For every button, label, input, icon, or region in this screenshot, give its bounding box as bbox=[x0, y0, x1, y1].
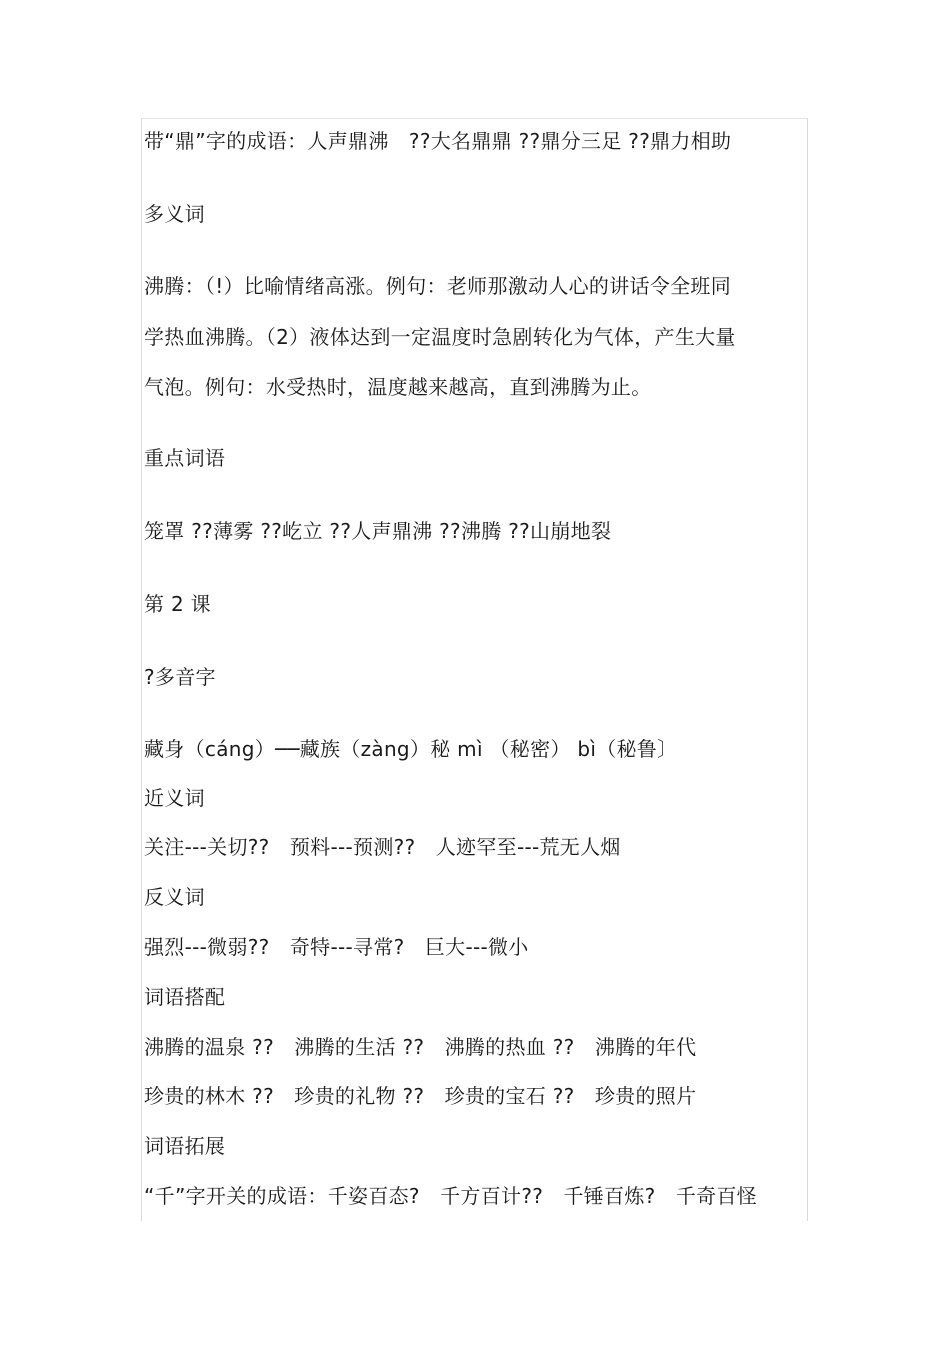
key-words-list: 笼罩 ??薄雾 ??屹立 ??人声鼎沸 ??沸腾 ??山崩地裂 bbox=[144, 519, 612, 543]
collocations-line-2: 珍贵的林木 ?? 珍贵的礼物 ?? 珍贵的宝石 ?? 珍贵的照片 bbox=[144, 1084, 697, 1108]
heading-key-words: 重点词语 bbox=[144, 446, 226, 470]
polysemy-line-1: 沸腾：（!）比喻情绪高涨。例句：老师那激动人心的讲话令全班同 bbox=[144, 274, 732, 298]
collocations-line-1: 沸腾的温泉 ?? 沸腾的生活 ?? 沸腾的热血 ?? 沸腾的年代 bbox=[144, 1035, 697, 1059]
antonyms-line: 强烈---微弱?? 奇特---寻常? 巨大---微小 bbox=[144, 935, 529, 959]
heading-antonyms: 反义词 bbox=[144, 885, 205, 909]
polysemy-line-2: 学热血沸腾。（2）液体达到一定温度时急剧转化为气体，产生大量 bbox=[144, 325, 736, 349]
heading-synonyms: 近义词 bbox=[144, 786, 205, 810]
synonyms-line: 关注---关切?? 预料---预测?? 人迹罕至---荒无人烟 bbox=[144, 835, 621, 859]
polysemy-line-3: 气泡。例句：水受热时，温度越来越高，直到沸腾为止。 bbox=[144, 375, 652, 399]
heading-polysemy: 多义词 bbox=[144, 202, 205, 226]
heading-expansion: 词语拓展 bbox=[144, 1134, 226, 1158]
idioms-ding-line: 带“鼎”字的成语：人声鼎沸 ??大名鼎鼎 ??鼎分三足 ??鼎力相助 bbox=[144, 129, 732, 153]
polyphonic-line: 藏身（cáng）──藏族（zàng）秘 mì （秘密） bì（秘鲁〕 bbox=[144, 737, 678, 761]
heading-collocations: 词语搭配 bbox=[144, 985, 226, 1009]
idioms-qian-line: “千”字开关的成语：千姿百态? 千方百计?? 千锤百炼? 千奇百怪 bbox=[144, 1184, 758, 1208]
heading-polyphonic: ?多音字 bbox=[144, 665, 216, 689]
lesson-title: 第 2 课 bbox=[144, 592, 211, 616]
